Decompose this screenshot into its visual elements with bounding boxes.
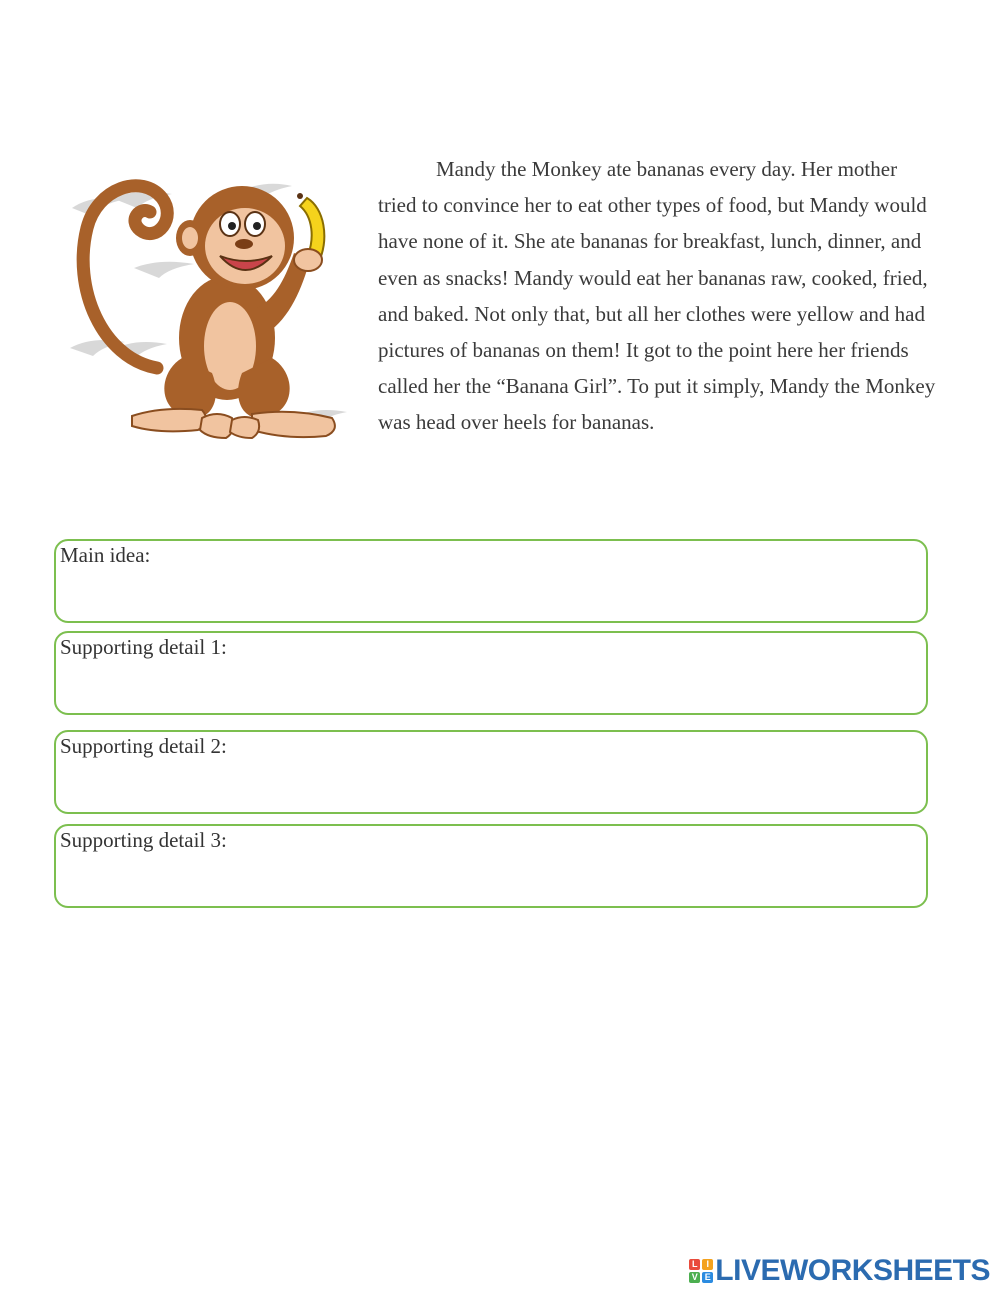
supporting-detail-1-box [54, 631, 928, 715]
supporting-detail-3-box [54, 824, 928, 908]
supporting-detail-3-input[interactable] [56, 860, 926, 906]
supporting-detail-2-box [54, 730, 928, 814]
live-letter-v: V [689, 1272, 700, 1283]
supporting-detail-1-label: Supporting detail 1: [60, 635, 227, 659]
supporting-detail-1-input[interactable] [56, 667, 926, 713]
brand-wordmark: LIVEWORKSHEETS [715, 1254, 990, 1287]
main-idea-box [54, 539, 928, 623]
live-letter-i: I [702, 1259, 713, 1270]
supporting-detail-3-label: Supporting detail 3: [60, 828, 227, 852]
main-idea-label: Main idea: [60, 543, 151, 567]
main-idea-input[interactable] [56, 575, 926, 621]
passage-text: Mandy the Monkey ate bananas every day. Her mother tried to convince her to eat other types of food, but Mandy would have none of it. She ate bananas for breakfast, lunch, dinner, and even as snacks! Mandy would eat her bananas raw, cooked, fried, and baked. Not only that, but all her clothes were yellow and had pictures of bananas on them! It got to the point here her friends called her the “Banana Girl”. To put it simply, Mandy the Monkey was head over heels for bananas. [378, 157, 936, 435]
live-blocks-icon [689, 1259, 713, 1283]
live-letter-l: L [689, 1259, 700, 1270]
reading-passage [378, 151, 938, 441]
liveworksheets-logo [689, 1254, 990, 1288]
live-letter-e: E [702, 1272, 713, 1283]
supporting-detail-2-label: Supporting detail 2: [60, 734, 227, 758]
monkey-illustration [62, 168, 358, 460]
supporting-detail-2-input[interactable] [56, 766, 926, 812]
